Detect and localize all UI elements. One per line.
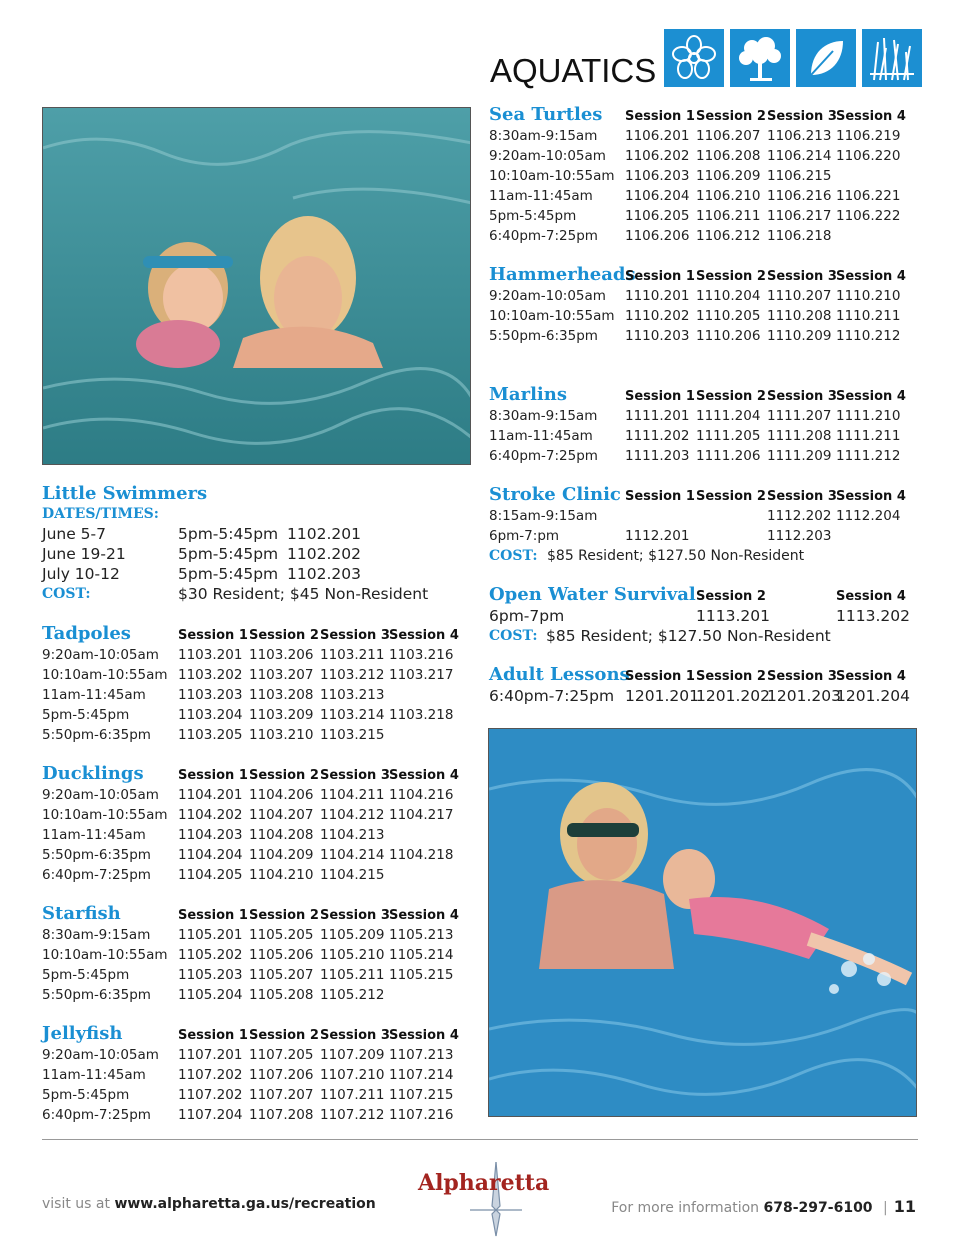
starfish-code: 1105.211: [320, 967, 385, 983]
hammerheads-session-4-header: Session 4: [836, 269, 906, 284]
marlins-code: 1111.210: [836, 408, 901, 424]
marlins-code: 1111.206: [696, 448, 761, 464]
tadpoles-session-4-header: Session 4: [389, 628, 459, 643]
jellyfish-code: 1107.209: [320, 1047, 385, 1063]
stroke-clinic-session-4-header: Session 4: [836, 489, 906, 504]
jellyfish-code: 1107.201: [178, 1047, 243, 1063]
tadpoles-code: 1103.202: [178, 667, 243, 683]
tadpoles-code: 1103.218: [389, 707, 454, 723]
marlins-code: 1111.211: [836, 428, 901, 444]
jellyfish-code: 1107.210: [320, 1067, 385, 1083]
leaf-icon: [796, 29, 856, 87]
starfish-code: 1105.206: [249, 947, 314, 963]
marlins-code: 1111.208: [767, 428, 832, 444]
starfish-session-2-header: Session 2: [249, 908, 319, 923]
marlins-time: 8:30am-9:15am: [489, 408, 598, 424]
sea-turtles-code: 1106.219: [836, 128, 901, 144]
tree-icon: [730, 29, 790, 87]
tadpoles-time: 10:10am-10:55am: [42, 667, 168, 683]
ducklings-code: 1104.206: [249, 787, 314, 803]
sea-turtles-code: 1106.218: [767, 228, 832, 244]
marlins-code: 1111.207: [767, 408, 832, 424]
program-name-hammerheads: Hammerheads: [489, 264, 636, 285]
ducklings-code: 1104.218: [389, 847, 454, 863]
al-session-1-header: Session 1: [625, 669, 695, 684]
ls-date-1: June 5-7: [42, 525, 106, 543]
ducklings-time: 6:40pm-7:25pm: [42, 867, 151, 883]
ls-time-3: 5pm-5:45pm: [178, 565, 279, 583]
ow-cost-value: $85 Resident; $127.50 Non-Resident: [546, 627, 831, 645]
dates-label: DATES/TIMES:: [42, 506, 159, 522]
tadpoles-time: 5pm-5:45pm: [42, 707, 130, 723]
jellyfish-session-1-header: Session 1: [178, 1028, 248, 1043]
hammerheads-code: 1110.209: [767, 328, 832, 344]
ducklings-code: 1104.209: [249, 847, 314, 863]
sea-turtles-code: 1106.202: [625, 148, 690, 164]
footer-separator: |: [883, 1200, 888, 1216]
open-water-section: [489, 585, 919, 649]
ow-code-1: 1113.201: [696, 607, 770, 625]
ducklings-code: 1104.214: [320, 847, 385, 863]
stroke-clinic-code: 1112.201: [625, 528, 690, 544]
ducklings-code: 1104.201: [178, 787, 243, 803]
ducklings-code: 1104.205: [178, 867, 243, 883]
marlins-session-1-header: Session 1: [625, 389, 695, 404]
al-code-3: 1201.203: [767, 687, 841, 705]
al-time: 6:40pm-7:25pm: [489, 687, 615, 705]
tadpoles-code: 1103.214: [320, 707, 385, 723]
ducklings-session-1-header: Session 1: [178, 768, 248, 783]
hammerheads-code: 1110.211: [836, 308, 901, 324]
sea-turtles-code: 1106.208: [696, 148, 761, 164]
footer-info-prefix: For more information: [611, 1200, 764, 1216]
sea-turtles-code: 1106.213: [767, 128, 832, 144]
footer-visit-prefix: visit us at: [42, 1196, 115, 1212]
hammerheads-time: 10:10am-10:55am: [489, 308, 615, 324]
ls-date-2: June 19-21: [42, 545, 126, 563]
ducklings-code: 1104.207: [249, 807, 314, 823]
al-code-1: 1201.201: [625, 687, 699, 705]
sea-turtles-code: 1106.216: [767, 188, 832, 204]
jellyfish-code: 1107.202: [178, 1067, 243, 1083]
ducklings-code: 1104.211: [320, 787, 385, 803]
footer-visit: [42, 1196, 376, 1212]
sea-turtles-code: 1106.209: [696, 168, 761, 184]
program-name-ducklings: Ducklings: [42, 763, 144, 784]
starfish-time: 10:10am-10:55am: [42, 947, 168, 963]
ow-cost-label: COST:: [489, 628, 538, 644]
jellyfish-code: 1107.205: [249, 1047, 314, 1063]
tadpoles-code: 1103.213: [320, 687, 385, 703]
ow-session-4-header: Session 4: [836, 589, 906, 604]
ls-time-2: 5pm-5:45pm: [178, 545, 279, 563]
ducklings-time: 11am-11:45am: [42, 827, 146, 843]
jellyfish-session-2-header: Session 2: [249, 1028, 319, 1043]
al-session-2-header: Session 2: [696, 669, 766, 684]
starfish-code: 1105.213: [389, 927, 454, 943]
footer-divider: [42, 1139, 918, 1140]
tadpoles-code: 1103.211: [320, 647, 385, 663]
al-session-4-header: Session 4: [836, 669, 906, 684]
starfish-time: 8:30am-9:15am: [42, 927, 151, 943]
sea-turtles-code: 1106.212: [696, 228, 761, 244]
sea-turtles-code: 1106.220: [836, 148, 901, 164]
ducklings-code: 1104.203: [178, 827, 243, 843]
sea-turtles-session-2-header: Session 2: [696, 109, 766, 124]
program-name-stroke-clinic: Stroke Clinic: [489, 484, 621, 505]
sea-turtles-code: 1106.206: [625, 228, 690, 244]
marlins-code: 1111.212: [836, 448, 901, 464]
hammerheads-time: 9:20am-10:05am: [489, 288, 606, 304]
ducklings-time: 5:50pm-6:35pm: [42, 847, 151, 863]
jellyfish-time: 6:40pm-7:25pm: [42, 1107, 151, 1123]
ow-session-2-header: Session 2: [696, 589, 766, 604]
program-name-jellyfish: Jellyfish: [42, 1023, 123, 1044]
little-swimmers-section: [42, 484, 462, 604]
stroke-clinic-session-2-header: Session 2: [696, 489, 766, 504]
jellyfish-session-3-header: Session 3: [320, 1028, 390, 1043]
ducklings-code: 1104.202: [178, 807, 243, 823]
tadpoles-session-3-header: Session 3: [320, 628, 390, 643]
tadpoles-time: 5:50pm-6:35pm: [42, 727, 151, 743]
sea-turtles-code: 1106.205: [625, 208, 690, 224]
hammerheads-session-3-header: Session 3: [767, 269, 837, 284]
ducklings-code: 1104.204: [178, 847, 243, 863]
stroke-clinic-code: 1112.202: [767, 508, 832, 524]
sea-turtles-code: 1106.217: [767, 208, 832, 224]
marlins-time: 11am-11:45am: [489, 428, 593, 444]
page-number: 11: [893, 1197, 916, 1216]
jellyfish-session-4-header: Session 4: [389, 1028, 459, 1043]
tadpoles-code: 1103.208: [249, 687, 314, 703]
program-name-starfish: Starfish: [42, 903, 121, 924]
header-icons: [664, 29, 922, 87]
marlins-session-2-header: Session 2: [696, 389, 766, 404]
starfish-session-1-header: Session 1: [178, 908, 248, 923]
program-name-adult-lessons: Adult Lessons: [489, 664, 630, 685]
ducklings-session-3-header: Session 3: [320, 768, 390, 783]
marlins-code: 1111.205: [696, 428, 761, 444]
hammerheads-code: 1110.205: [696, 308, 761, 324]
starfish-code: 1105.204: [178, 987, 243, 1003]
stroke-clinic-time: 8:15am-9:15am: [489, 508, 598, 524]
tadpoles-code: 1103.205: [178, 727, 243, 743]
tadpoles-code: 1103.210: [249, 727, 314, 743]
tadpoles-time: 11am-11:45am: [42, 687, 146, 703]
program-name-marlins: Marlins: [489, 384, 567, 405]
hammerheads-code: 1110.207: [767, 288, 832, 304]
tadpoles-code: 1103.206: [249, 647, 314, 663]
ls-code-3: 1102.203: [287, 565, 361, 583]
starfish-code: 1105.205: [249, 927, 314, 943]
marlins-session-4-header: Session 4: [836, 389, 906, 404]
ducklings-time: 9:20am-10:05am: [42, 787, 159, 803]
hammerheads-code: 1110.210: [836, 288, 901, 304]
starfish-code: 1105.210: [320, 947, 385, 963]
tadpoles-session-1-header: Session 1: [178, 628, 248, 643]
jellyfish-code: 1107.208: [249, 1107, 314, 1123]
sea-turtles-code: 1106.222: [836, 208, 901, 224]
sea-turtles-code: 1106.201: [625, 128, 690, 144]
sea-turtles-time: 10:10am-10:55am: [489, 168, 615, 184]
jellyfish-code: 1107.215: [389, 1087, 454, 1103]
tadpoles-code: 1103.201: [178, 647, 243, 663]
hammerheads-code: 1110.206: [696, 328, 761, 344]
tadpoles-code: 1103.204: [178, 707, 243, 723]
page-title: AQUATICS: [490, 52, 657, 89]
starfish-code: 1105.215: [389, 967, 454, 983]
sea-turtles-code: 1106.210: [696, 188, 761, 204]
tadpoles-code: 1103.207: [249, 667, 314, 683]
ducklings-code: 1104.212: [320, 807, 385, 823]
sea-turtles-code: 1106.207: [696, 128, 761, 144]
program-name-tadpoles: Tadpoles: [42, 623, 131, 644]
logo-text: Alpharetta: [418, 1170, 550, 1196]
tadpoles-code: 1103.217: [389, 667, 454, 683]
starfish-session-3-header: Session 3: [320, 908, 390, 923]
jellyfish-time: 9:20am-10:05am: [42, 1047, 159, 1063]
ow-time: 6pm-7pm: [489, 607, 565, 625]
ow-code-2: 1113.202: [836, 607, 910, 625]
sea-turtles-time: 11am-11:45am: [489, 188, 593, 204]
ducklings-session-4-header: Session 4: [389, 768, 459, 783]
cost-label: COST:: [42, 586, 91, 602]
stroke-clinic-time: 6pm-7:pm: [489, 528, 560, 544]
program-name-open-water: Open Water Survival: [489, 584, 696, 605]
stroke-clinic-session-1-header: Session 1: [625, 489, 695, 504]
hammerheads-session-1-header: Session 1: [625, 269, 695, 284]
ducklings-code: 1104.210: [249, 867, 314, 883]
jellyfish-time: 5pm-5:45pm: [42, 1087, 130, 1103]
jellyfish-code: 1107.207: [249, 1087, 314, 1103]
marlins-session-3-header: Session 3: [767, 389, 837, 404]
al-session-3-header: Session 3: [767, 669, 837, 684]
footer-url-link[interactable]: www.alpharetta.ga.us/recreation: [114, 1196, 376, 1212]
hammerheads-code: 1110.204: [696, 288, 761, 304]
hammerheads-code: 1110.212: [836, 328, 901, 344]
jellyfish-code: 1107.214: [389, 1067, 454, 1083]
starfish-code: 1105.207: [249, 967, 314, 983]
sea-turtles-code: 1106.221: [836, 188, 901, 204]
swim-lesson-photo-top: [42, 107, 471, 465]
adult-lessons-section: [489, 665, 919, 709]
sea-turtles-time: 8:30am-9:15am: [489, 128, 598, 144]
tadpoles-time: 9:20am-10:05am: [42, 647, 159, 663]
sea-turtles-time: 9:20am-10:05am: [489, 148, 606, 164]
sea-turtles-code: 1106.204: [625, 188, 690, 204]
sea-turtles-code: 1106.211: [696, 208, 761, 224]
sea-turtles-code: 1106.214: [767, 148, 832, 164]
tadpoles-code: 1103.209: [249, 707, 314, 723]
starfish-code: 1105.202: [178, 947, 243, 963]
tadpoles-code: 1103.203: [178, 687, 243, 703]
jellyfish-code: 1107.202: [178, 1087, 243, 1103]
flower-icon: [664, 29, 724, 87]
cost-value: $30 Resident; $45 Non-Resident: [178, 585, 429, 603]
stroke-clinic-cost-value: $85 Resident; $127.50 Non-Resident: [547, 548, 805, 564]
grass-icon: [862, 29, 922, 87]
ducklings-session-2-header: Session 2: [249, 768, 319, 783]
sea-turtles-time: 5pm-5:45pm: [489, 208, 577, 224]
sea-turtles-session-4-header: Session 4: [836, 109, 906, 124]
hammerheads-code: 1110.202: [625, 308, 690, 324]
jellyfish-code: 1107.211: [320, 1087, 385, 1103]
alpharetta-logo: [418, 1160, 548, 1238]
sea-turtles-code: 1106.215: [767, 168, 832, 184]
starfish-session-4-header: Session 4: [389, 908, 459, 923]
al-code-4: 1201.204: [836, 687, 910, 705]
ls-time-1: 5pm-5:45pm: [178, 525, 279, 543]
starfish-code: 1105.203: [178, 967, 243, 983]
ducklings-code: 1104.216: [389, 787, 454, 803]
ducklings-code: 1104.217: [389, 807, 454, 823]
ducklings-code: 1104.213: [320, 827, 385, 843]
ducklings-code: 1104.215: [320, 867, 385, 883]
jellyfish-code: 1107.206: [249, 1067, 314, 1083]
stroke-clinic-code: 1112.204: [836, 508, 901, 524]
jellyfish-code: 1107.212: [320, 1107, 385, 1123]
al-code-2: 1201.202: [696, 687, 770, 705]
marlins-code: 1111.201: [625, 408, 690, 424]
starfish-code: 1105.201: [178, 927, 243, 943]
tadpoles-session-2-header: Session 2: [249, 628, 319, 643]
program-name-sea-turtles: Sea Turtles: [489, 104, 603, 125]
footer-phone: 678-297-6100: [763, 1200, 873, 1216]
hammerheads-code: 1110.201: [625, 288, 690, 304]
marlins-time: 6:40pm-7:25pm: [489, 448, 598, 464]
tadpoles-code: 1103.216: [389, 647, 454, 663]
jellyfish-code: 1107.213: [389, 1047, 454, 1063]
jellyfish-code: 1107.204: [178, 1107, 243, 1123]
marlins-code: 1111.202: [625, 428, 690, 444]
ducklings-time: 10:10am-10:55am: [42, 807, 168, 823]
hammerheads-session-2-header: Session 2: [696, 269, 766, 284]
starfish-time: 5pm-5:45pm: [42, 967, 130, 983]
starfish-code: 1105.209: [320, 927, 385, 943]
sea-turtles-session-1-header: Session 1: [625, 109, 695, 124]
starfish-time: 5:50pm-6:35pm: [42, 987, 151, 1003]
ls-date-3: July 10-12: [42, 565, 120, 583]
tadpoles-code: 1103.212: [320, 667, 385, 683]
sea-turtles-session-3-header: Session 3: [767, 109, 837, 124]
hammerheads-code: 1110.203: [625, 328, 690, 344]
ls-code-1: 1102.201: [287, 525, 361, 543]
starfish-code: 1105.208: [249, 987, 314, 1003]
program-name-little-swimmers: Little Swimmers: [42, 483, 208, 504]
marlins-code: 1111.203: [625, 448, 690, 464]
sea-turtles-code: 1106.203: [625, 168, 690, 184]
stroke-clinic-cost-label: COST:: [489, 548, 538, 564]
tadpoles-code: 1103.215: [320, 727, 385, 743]
marlins-code: 1111.209: [767, 448, 832, 464]
footer-info: [611, 1197, 916, 1216]
ls-code-2: 1102.202: [287, 545, 361, 563]
marlins-code: 1111.204: [696, 408, 761, 424]
starfish-code: 1105.214: [389, 947, 454, 963]
hammerheads-code: 1110.208: [767, 308, 832, 324]
starfish-code: 1105.212: [320, 987, 385, 1003]
ducklings-code: 1104.208: [249, 827, 314, 843]
swim-lesson-photo-bottom: [488, 728, 917, 1117]
hammerheads-time: 5:50pm-6:35pm: [489, 328, 598, 344]
sea-turtles-time: 6:40pm-7:25pm: [489, 228, 598, 244]
jellyfish-code: 1107.216: [389, 1107, 454, 1123]
stroke-clinic-code: 1112.203: [767, 528, 832, 544]
stroke-clinic-session-3-header: Session 3: [767, 489, 837, 504]
jellyfish-time: 11am-11:45am: [42, 1067, 146, 1083]
